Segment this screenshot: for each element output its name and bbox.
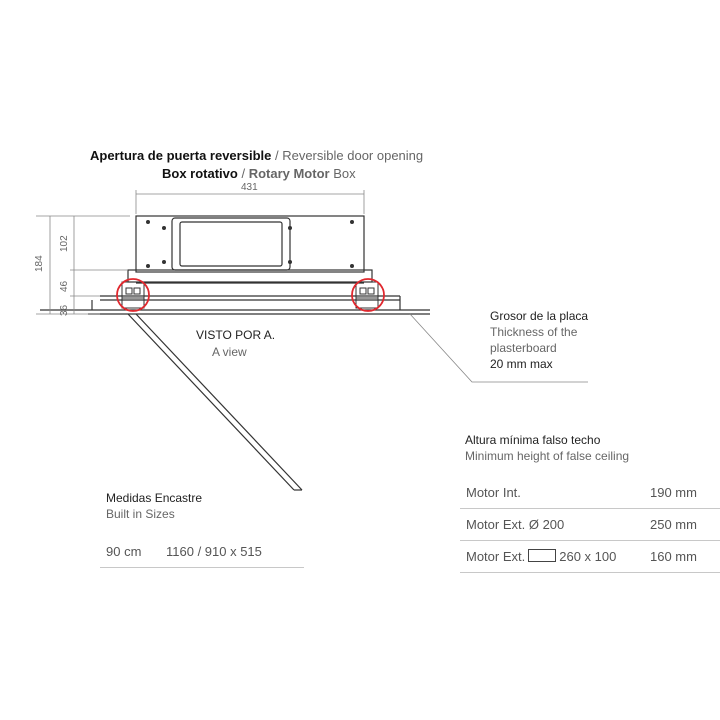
false-ceiling-row-suffix: 260 x 100 xyxy=(559,549,617,564)
table-divider xyxy=(100,567,304,568)
hinge-highlight-right xyxy=(352,279,384,311)
false-ceiling-row-value: 160 mm xyxy=(650,549,697,564)
false-ceiling-row xyxy=(466,549,616,564)
outlet-opening xyxy=(172,218,290,270)
heading-line-2-es: Box rotativo xyxy=(162,166,238,181)
dimension-box-height: 102 xyxy=(59,235,70,252)
table-divider xyxy=(460,540,720,541)
heading-line-2-en-bold: Rotary Motor xyxy=(248,166,330,181)
built-in-title-es: Medidas Encastre xyxy=(106,491,203,505)
built-in-size: 90 cm xyxy=(106,544,142,559)
false-ceiling-title-es: Altura mínima falso techo xyxy=(465,433,601,447)
view-label-es: VISTO POR A. xyxy=(196,328,276,342)
heading-line-1-en: Reversible door opening xyxy=(282,148,424,163)
plasterboard-value: 20 mm max xyxy=(490,357,553,371)
table-divider xyxy=(460,508,720,509)
rectangular-duct-icon xyxy=(528,549,556,562)
motor-box xyxy=(40,216,430,314)
plasterboard-label-en-1: Thickness of the xyxy=(490,325,578,339)
view-label-en: A view xyxy=(212,345,247,359)
screws xyxy=(146,220,354,268)
false-ceiling-row-label: Motor Int. xyxy=(466,485,521,500)
heading-line-1: Apertura de puerta reversible / Reversible door opening xyxy=(90,148,424,163)
table-divider xyxy=(460,572,720,573)
dimension-base-height: 36 xyxy=(59,304,70,316)
false-ceiling-row-label: Motor Ext. xyxy=(466,549,526,564)
built-in-dims: 1160 / 910 x 515 xyxy=(166,544,262,559)
dimension-total-height: 184 xyxy=(34,255,45,272)
dimension-mid-height: 46 xyxy=(59,280,70,292)
plasterboard-label-en-2: plasterboard xyxy=(490,341,557,355)
false-ceiling-title-en: Minimum height of false ceiling xyxy=(465,449,630,463)
heading-line-1-es: Apertura de puerta reversible xyxy=(90,148,272,163)
false-ceiling-row-value: 250 mm xyxy=(650,517,697,532)
plasterboard-label-es: Grosor de la placa xyxy=(490,309,589,323)
built-in-title-en: Built in Sizes xyxy=(106,507,175,521)
false-ceiling-row-label: Motor Ext. Ø 200 xyxy=(466,517,565,532)
dimension-width: 431 xyxy=(241,182,258,193)
hinge-right xyxy=(356,282,378,308)
hinge-left xyxy=(122,282,144,308)
heading-line-2-en: Box xyxy=(329,166,356,181)
heading-line-2: Box rotativo / Rotary Motor Box xyxy=(162,166,356,181)
false-ceiling-row-value: 190 mm xyxy=(650,485,697,500)
